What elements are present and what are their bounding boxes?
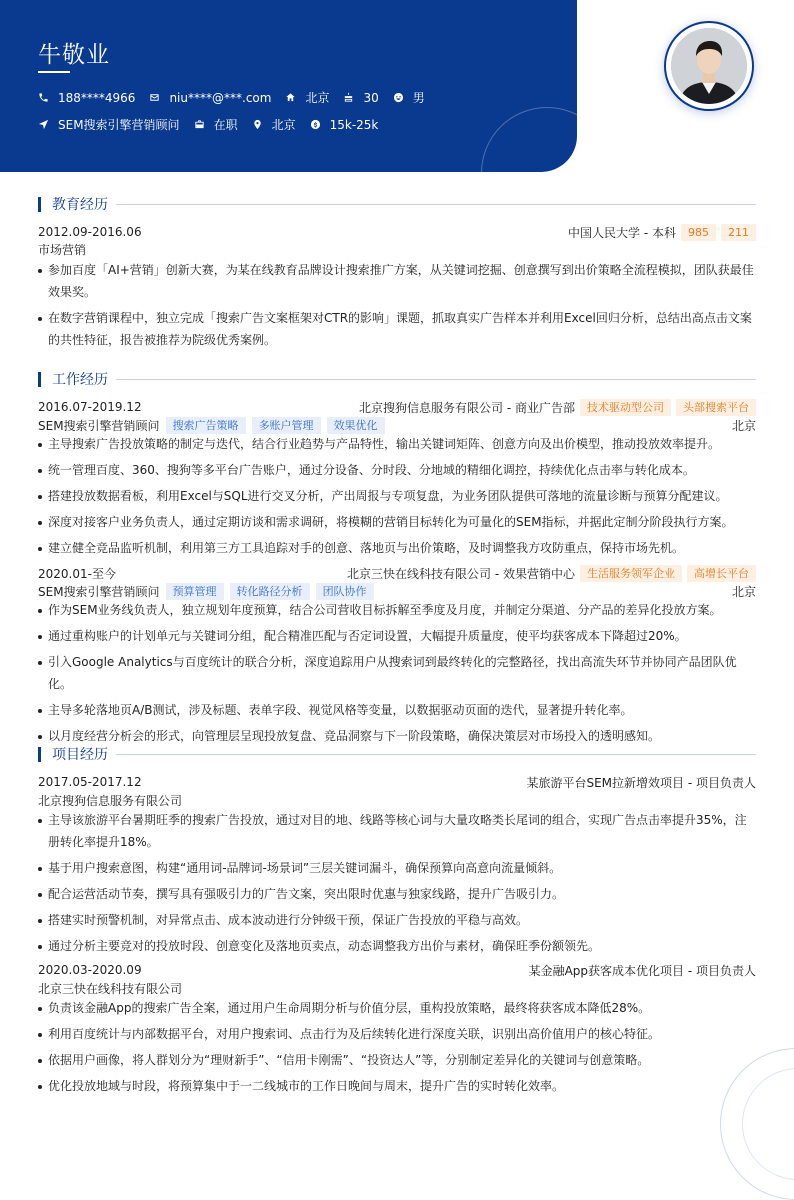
- face-icon: [393, 92, 404, 103]
- list-item: 引入Google Analytics与百度统计的联合分析，深度追踪用户从搜索词到最终转化的完整路径，找出高流失环节并协同产品团队优化。: [38, 651, 756, 695]
- project-title: 某金融App获客成本优化项目 - 项目负责人: [528, 963, 756, 978]
- list-item: 基于用户搜索意图，构建“通用词-品牌词-场景词”三层关键词漏斗，确保预算向高意向流量倾斜。: [38, 857, 756, 879]
- list-item: 配合运营活动节奏，撰写具有强吸引力的广告文案，突出限时优惠与独家线路，提升广告吸引力。: [38, 883, 756, 905]
- age-item: [343, 91, 378, 105]
- work-role-row: [38, 582, 756, 600]
- work-location: 北京: [731, 584, 756, 599]
- education-major-row: [38, 240, 756, 258]
- list-item: 参加百度「AI+营销」创新大赛，为某在线教育品牌设计搜索推广方案，从关键词挖掘、创意撰写到出价策略全流程模拟，团队获最佳效果奖。: [38, 259, 756, 303]
- school-tag: 211: [721, 224, 756, 241]
- send-icon: [38, 119, 49, 130]
- phone-item: [38, 91, 135, 105]
- section-divider: [116, 379, 756, 380]
- project-company-row: [38, 979, 756, 997]
- target-job-text: SEM搜索引擎营销顾问: [58, 118, 180, 132]
- education-school-group: [568, 224, 756, 241]
- skill-tag: 多账户管理: [252, 417, 321, 434]
- mail-icon: [149, 92, 160, 103]
- list-item: 深度对接客户业务负责人，通过定期访谈和需求调研，将模糊的营销目标转化为可量化的SEM指标，并据此定制分阶段执行方案。: [38, 511, 756, 533]
- section-marker: [38, 747, 41, 762]
- list-item: 搭建投放数据看板，利用Excel与SQL进行交叉分析，产出周报与专项复盘，为业务团队提供可落地的流量诊断与预算分配建议。: [38, 485, 756, 507]
- intent-row: [38, 116, 392, 133]
- work-section-title: [38, 370, 756, 388]
- skill-tag: 效果优化: [327, 417, 385, 434]
- list-item: 优化投放地域与时段，将预算集中于一二线城市的工作日晚间与周末，提升广告的实时转化效率。: [38, 1075, 756, 1097]
- work-period: 2020.01-至今: [38, 566, 116, 581]
- school-tag: 985: [681, 224, 716, 241]
- work-role: SEM搜索引擎营销顾问: [38, 584, 160, 599]
- avatar: [671, 28, 747, 104]
- work-bullets: [38, 433, 756, 563]
- work-header-row: [38, 564, 756, 582]
- list-item: 以月度经营分析会的形式，向管理层呈现投放复盘、竞品洞察与下一阶段策略，确保决策层对市场投入的透明感知。: [38, 725, 756, 747]
- project-period: 2020.03-2020.09: [38, 963, 142, 977]
- work-role: SEM搜索引擎营销顾问: [38, 418, 160, 433]
- work-period: 2016.07-2019.12: [38, 400, 142, 414]
- education-section-title: [38, 195, 756, 213]
- skill-tag: 转化路径分析: [230, 583, 310, 600]
- work-header-row: [38, 398, 756, 416]
- target-city-text: 北京: [271, 118, 296, 132]
- cake-icon: [343, 92, 354, 103]
- list-item: 建立健全竞品监听机制，利用第三方工具追踪对手的创意、落地页与出价策略，及时调整我方攻防重点，保持市场先机。: [38, 537, 756, 559]
- section-heading: 工作经历: [52, 372, 108, 388]
- list-item: 负责该金融App的搜索广告全案，通过用户生命周期分析与价值分层，重构投放策略，最终将获客成本降低28%。: [38, 997, 756, 1019]
- education-school: 中国人民大学 - 本科: [568, 225, 676, 240]
- work-role-group: [38, 583, 374, 600]
- list-item: 通过重构账户的计划单元与关键词分组，配合精准匹配与否定词设置，大幅提升质量度，使平均获客成本下降超过20%。: [38, 625, 756, 647]
- gender-item: [393, 89, 425, 106]
- city-item: [285, 89, 329, 106]
- project-bullets: [38, 997, 756, 1101]
- project-period: 2017.05-2017.12: [38, 775, 142, 789]
- portrait-image: [671, 28, 747, 104]
- education-major: 市场营销: [38, 242, 87, 257]
- city-text: 北京: [305, 91, 330, 105]
- work-location: 北京: [731, 418, 756, 433]
- decorative-circle: [481, 107, 577, 172]
- project-company: 北京搜狗信息服务有限公司: [38, 793, 183, 808]
- list-item: 主导多轮落地页A/B测试，涉及标题、表单字段、视觉风格等变量，以数据驱动页面的迭代，显著提升转化率。: [38, 699, 756, 721]
- education-period: 2012.09-2016.06: [38, 225, 142, 239]
- name-underline: [38, 71, 70, 73]
- work-company-group: [359, 399, 756, 416]
- skill-tag: 团队协作: [316, 583, 374, 600]
- work-role-row: [38, 416, 756, 434]
- contact-row: [38, 89, 439, 106]
- list-item: 统一管理百度、360、搜狗等多平台广告账户，通过分设备、分时段、分地域的精细化调控，持续优化点击率与转化成本。: [38, 459, 756, 481]
- project-company-row: [38, 791, 756, 809]
- project-bullets: [38, 809, 756, 961]
- salary-text: 15k-25k: [329, 117, 379, 132]
- candidate-name: 牛敬业: [38, 42, 110, 68]
- list-item: 主导搜索广告投放策略的制定与迭代，结合行业趋势与产品特性，输出关键词矩阵、创意方向及出价模型，推动投放效率提升。: [38, 433, 756, 455]
- company-tag: 高增长平台: [687, 565, 756, 582]
- target-city-item: [252, 116, 296, 133]
- work-company: 北京搜狗信息服务有限公司 - 商业广告部: [359, 400, 575, 415]
- work-company-group: [347, 565, 756, 582]
- work-role-group: [38, 417, 385, 434]
- project-section-title: [38, 745, 756, 763]
- avatar-frame: [664, 21, 754, 111]
- list-item: 搭建实时预警机制，对异常点击、成本波动进行分钟级干预，保证广告投放的平稳与高效。: [38, 909, 756, 931]
- work-company: 北京三快在线科技有限公司 - 效果营销中心: [347, 566, 575, 581]
- section-marker: [38, 197, 41, 212]
- status-text: 在职: [213, 118, 238, 132]
- project-company: 北京三快在线科技有限公司: [38, 981, 183, 996]
- company-tag: 技术驱动型公司: [580, 399, 671, 416]
- resume-header: [0, 0, 577, 172]
- phone-icon: [38, 92, 49, 103]
- phone-text: 188****4966: [58, 90, 136, 105]
- target-job-item: [38, 116, 180, 133]
- education-bullets: [38, 259, 756, 355]
- company-tag: 头部搜索平台: [676, 399, 756, 416]
- status-item: [194, 116, 238, 133]
- email-text: niu****@***.com: [169, 90, 272, 105]
- home-icon: [285, 92, 296, 103]
- location-pin-icon: [252, 119, 263, 130]
- age-text: 30: [363, 90, 379, 105]
- section-heading: 项目经历: [52, 747, 108, 763]
- project-header-row: [38, 773, 756, 791]
- email-item: [149, 91, 271, 105]
- skill-tag: 预算管理: [166, 583, 224, 600]
- gender-text: 男: [412, 91, 425, 105]
- education-header-row: [38, 223, 756, 241]
- skill-tag: 搜索广告策略: [166, 417, 246, 434]
- list-item: 依据用户画像，将人群划分为“理财新手”、“信用卡刚需”、“投资达人”等，分别制定差异化的关键词与创意策略。: [38, 1049, 756, 1071]
- section-heading: 教育经历: [52, 197, 108, 213]
- company-tag: 生活服务领军企业: [580, 565, 682, 582]
- section-divider: [116, 204, 756, 205]
- briefcase-icon: [194, 119, 205, 130]
- list-item: 作为SEM业务线负责人，独立规划年度预算，结合公司营收目标拆解至季度及月度，并制定分渠道、分产品的差异化投放方案。: [38, 599, 756, 621]
- section-divider: [116, 754, 756, 755]
- project-title: 某旅游平台SEM拉新增效项目 - 项目负责人: [526, 775, 756, 790]
- list-item: 利用百度统计与内部数据平台，对用户搜索词、点击行为及后续转化进行深度关联，识别出高价值用户的核心特征。: [38, 1023, 756, 1045]
- section-marker: [38, 372, 41, 387]
- project-header-row: [38, 961, 756, 979]
- list-item: 通过分析主要竞对的投放时段、创意变化及落地页卖点，动态调整我方出价与素材，确保旺季份额领先。: [38, 935, 756, 957]
- list-item: 主导该旅游平台暑期旺季的搜索广告投放，通过对目的地、线路等核心词与大量攻略类长尾词的组合，实现广告点击率提升35%，注册转化率提升18%。: [38, 809, 756, 853]
- money-icon: [310, 119, 321, 130]
- salary-item: [310, 118, 379, 132]
- work-bullets: [38, 599, 756, 751]
- list-item: 在数字营销课程中，独立完成「搜索广告文案框架对CTR的影响」课题，抓取真实广告样本并利用Excel回归分析，总结出高点击文案的共性特征，报告被推荐为院级优秀案例。: [38, 307, 756, 351]
